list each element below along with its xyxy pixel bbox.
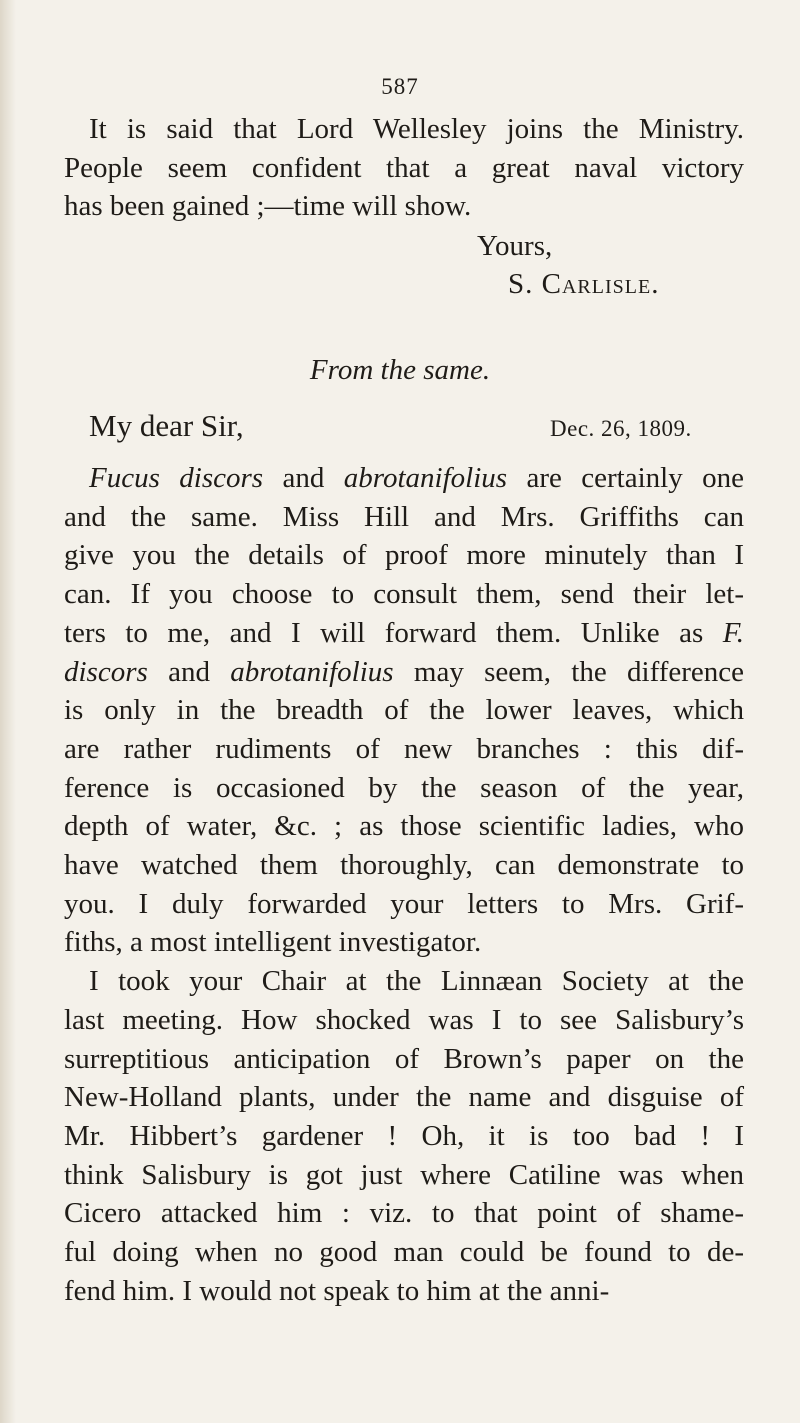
text-line: are rather rudiments of new branches : this dif- — [64, 732, 744, 765]
text-line: New-Holland plants, under the name and disguise of — [64, 1081, 744, 1114]
closing: Yours, — [477, 230, 553, 262]
paragraph-fucus — [64, 459, 744, 1310]
text-line: ference is occasioned by the season of the year, — [64, 771, 744, 804]
previous-letter-ending — [64, 110, 744, 226]
text-line: depth of water, &c. ; as those scientific ladies, who — [64, 810, 744, 843]
letter-heading: From the same. — [309, 354, 491, 386]
text-line: give you the details of proof more minutely than I — [64, 539, 744, 572]
binding-edge — [0, 0, 16, 1423]
page-number: 587 — [381, 74, 419, 99]
text-line: think Salisbury is got just where Catiline was when — [64, 1158, 744, 1191]
text-line: ful doing when no good man could be found to de- — [64, 1236, 744, 1269]
text-line: have watched them thoroughly, can demonstrate to — [64, 849, 744, 882]
text-line: last meeting. How shocked was I to see Salisbury’s — [64, 1003, 744, 1036]
text-line: discors and abrotanifolius may seem, the difference — [64, 655, 745, 688]
text-line: Fucus discors and abrotanifolius are certainly one — [89, 462, 745, 494]
text-line: It is said that Lord Wellesley joins the Ministry. — [89, 113, 744, 145]
text-line: and the same. Miss Hill and Mrs. Griffiths can — [64, 500, 744, 533]
text-line: fend him. I would not speak to him at the anni- — [64, 1274, 610, 1307]
text-line: can. If you choose to consult them, send their let- — [64, 578, 744, 611]
text-line: you. I duly forwarded your letters to Mrs. Grif- — [64, 887, 744, 920]
signature: S. Carlisle. — [508, 268, 660, 300]
text-line: Cicero attacked him : viz. to that point of shame- — [64, 1197, 744, 1230]
text-line: People seem confident that a great naval victory — [64, 151, 744, 184]
text-line: fiths, a most intelligent investigator. — [64, 926, 482, 959]
text-line: ters to me, and I will forward them. Unlike as F. — [64, 616, 744, 649]
text-line: is only in the breadth of the lower leaves, which — [64, 694, 744, 727]
salutation: My dear Sir, — [89, 408, 244, 443]
text-line: has been gained ;—time will show. — [64, 190, 472, 223]
text-line: Mr. Hibbert’s gardener ! Oh, it is too bad ! I — [64, 1119, 744, 1152]
text-line: I took your Chair at the Linnæan Society at the — [89, 965, 744, 998]
text-line: surreptitious anticipation of Brown’s paper on the — [64, 1042, 744, 1075]
letter-date: Dec. 26, 1809. — [550, 416, 692, 441]
